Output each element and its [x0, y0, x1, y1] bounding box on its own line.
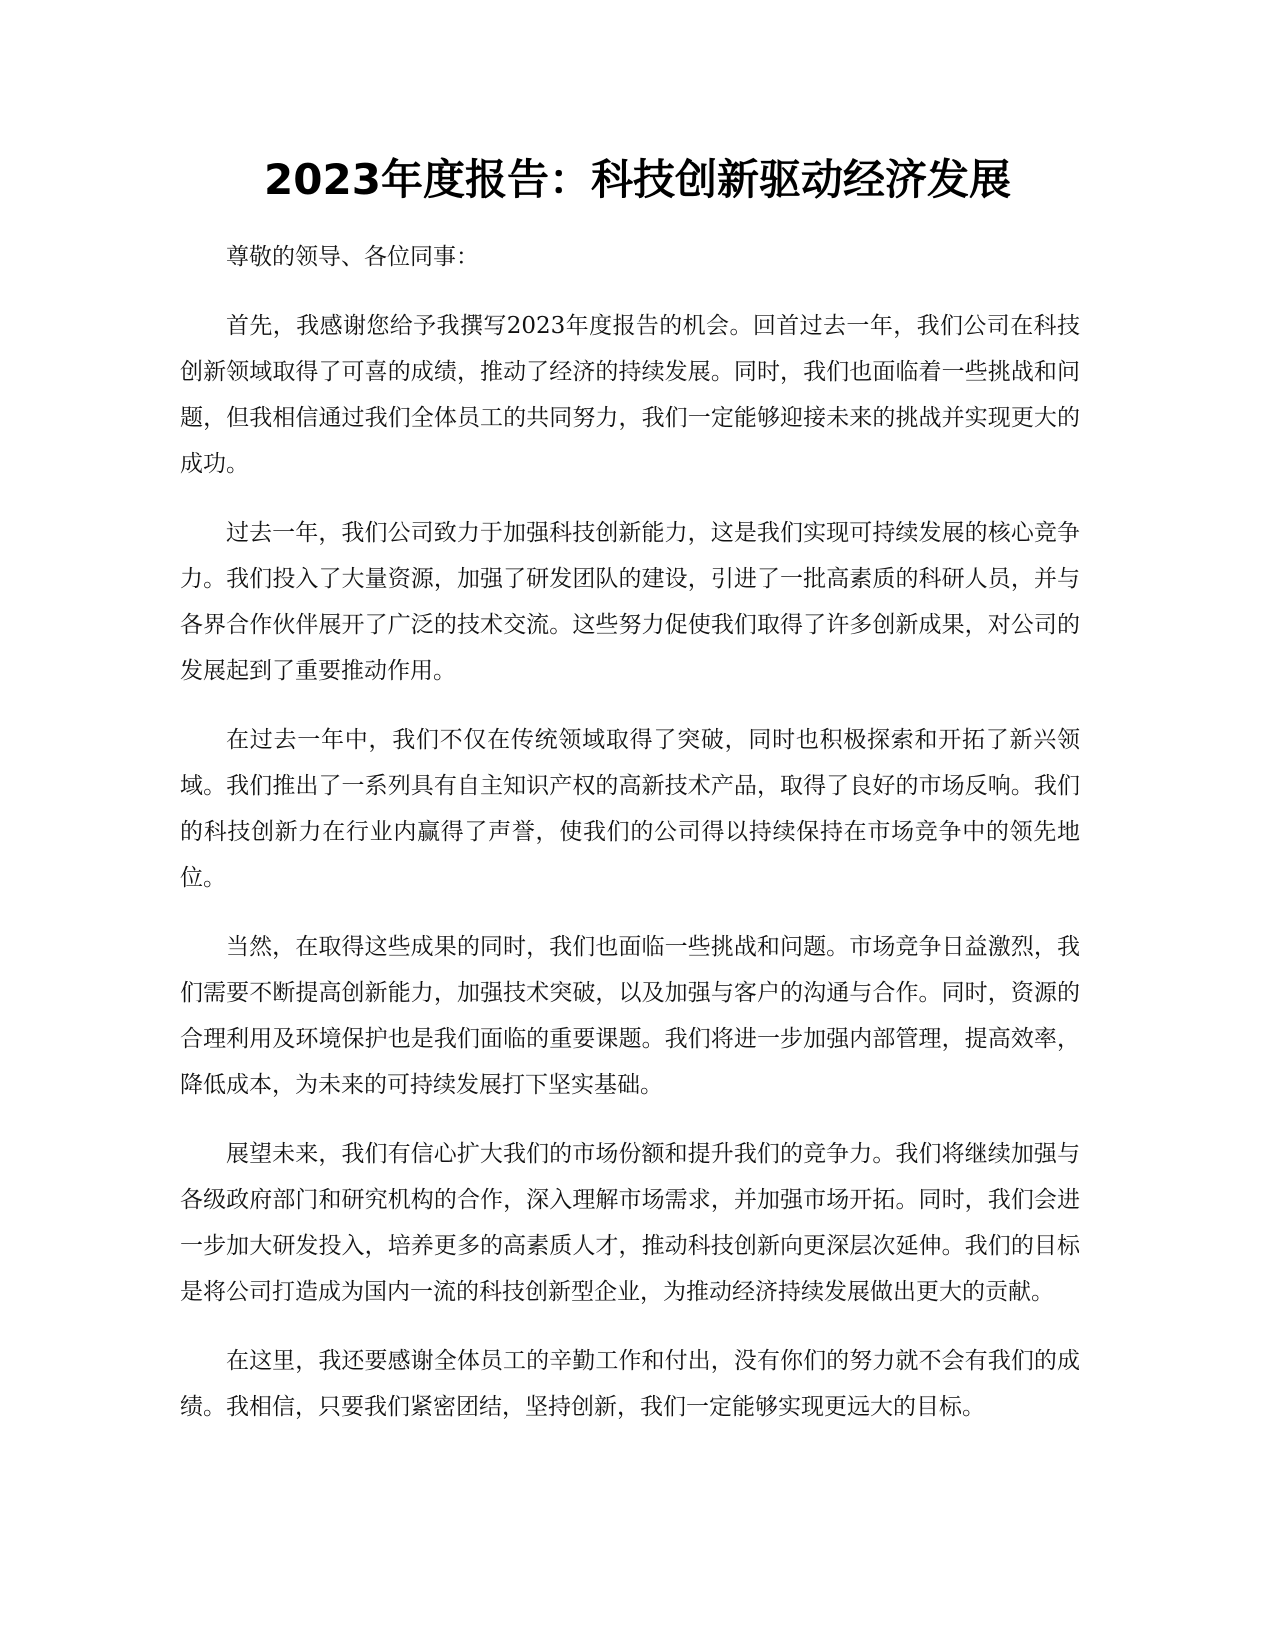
paragraph: 过去一年，我们公司致力于加强科技创新能力，这是我们实现可持续发展的核心竞争力。我们投入了大量资源，加强了研发团队的建设，引进了一批高素质的科研人员，并与各界合作伙伴展开了广泛的技术交流。这些努力促使我们取得了许多创新成果，对公司的发展起到了重要推动作用。	[180, 520, 1080, 684]
paragraph: 在过去一年中，我们不仅在传统领域取得了突破，同时也积极探索和开拓了新兴领域。我们推出了一系列具有自主知识产权的高新技术产品，取得了良好的市场反响。我们的科技创新力在行业内赢得了声誉，使我们的公司得以持续保持在市场竞争中的领先地位。	[180, 727, 1080, 891]
document-body	[180, 234, 1080, 1453]
document-title: 2023年度报告：科技创新驱动经济发展	[264, 155, 1011, 204]
paragraph: 在这里，我还要感谢全体员工的辛勤工作和付出，没有你们的努力就不会有我们的成绩。我相信，只要我们紧密团结，坚持创新，我们一定能够实现更远大的目标。	[180, 1348, 1080, 1420]
salutation: 尊敬的领导、各位同事：	[226, 244, 479, 270]
paragraph: 首先，我感谢您给予我撰写2023年度报告的机会。回首过去一年，我们公司在科技创新领域取得了可喜的成绩，推动了经济的持续发展。同时，我们也面临着一些挑战和问题，但我相信通过我们全体员工的共同努力，我们一定能够迎接未来的挑战并实现更大的成功。	[180, 313, 1080, 477]
paragraph: 当然，在取得这些成果的同时，我们也面临一些挑战和问题。市场竞争日益激烈，我们需要不断提高创新能力，加强技术突破，以及加强与客户的沟通与合作。同时，资源的合理利用及环境保护也是我们面临的重要课题。我们将进一步加强内部管理，提高效率，降低成本，为未来的可持续发展打下坚实基础。	[180, 934, 1080, 1098]
paragraph: 展望未来，我们有信心扩大我们的市场份额和提升我们的竞争力。我们将继续加强与各级政府部门和研究机构的合作，深入理解市场需求，并加强市场开拓。同时，我们会进一步加大研发投入，培养更多的高素质人才，推动科技创新向更深层次延伸。我们的目标是将公司打造成为国内一流的科技创新型企业，为推动经济持续发展做出更大的贡献。	[180, 1141, 1080, 1305]
